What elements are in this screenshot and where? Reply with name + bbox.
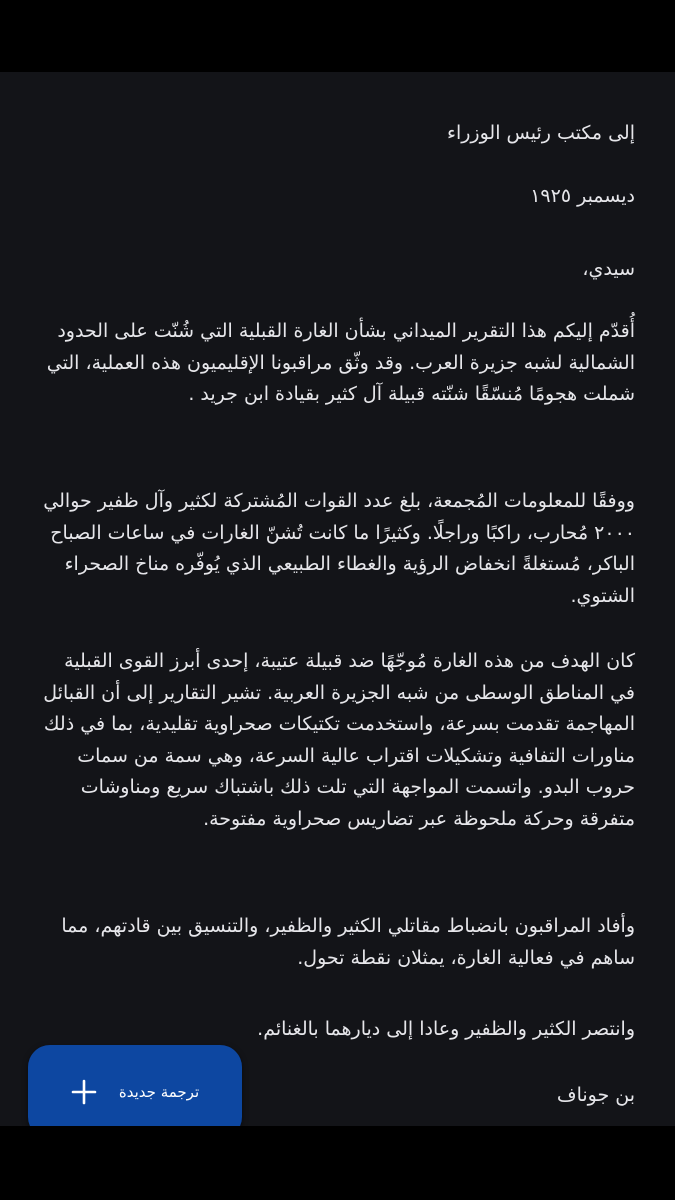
- letter-date: ديسمبر ١٩٢٥: [530, 185, 635, 207]
- letter-recipient: إلى مكتب رئيس الوزراء: [447, 122, 635, 144]
- letter-paragraph-4: وأفاد المراقبون بانضباط مقاتلي الكثير والظفير، والتنسيق بين قادتهم، مما ساهم في فعالية الغارة، يمثلان نقطة تحول.: [55, 915, 635, 969]
- top-bar: [0, 0, 675, 72]
- letter-paragraph-5: وانتصر الكثير والظفير وعادا إلى ديارهما بالغنائم.: [257, 1018, 635, 1040]
- letter-paragraph-1: أُقدّم إليكم هذا التقرير الميداني بشأن الغارة القبلية التي شُنّت على الحدود الشمالية لشبه جزيرة العرب. وقد وثّق مراقبونا الإقليميون هذه العملية، التي شملت هجومًا مُنسّقًا شنّته قبيلة آل كثير بقيادة ابن جريد .: [40, 320, 635, 405]
- new-translation-button[interactable]: [28, 1045, 242, 1139]
- plus-icon: [71, 1079, 97, 1105]
- letter-paragraph-2: ووفقًا للمعلومات المُجمعة، بلغ عدد القوات المُشتركة لكثير وآل ظفير حوالي ٢٠٠٠ مُحارب، راكبًا وراجلًا. وكثيرًا ما كانت تُشنّ الغارات في ساعات الصباح الباكر، مُستغلةً انخفاض الرؤية والغطاء الطبيعي الذي يُوفّره مناخ الصحراء الشتوي.: [37, 490, 635, 607]
- letter-signature: بن جوناف: [556, 1084, 635, 1106]
- new-translation-label: ترجمة جديدة: [118, 1083, 200, 1101]
- letter-salutation: سيدي،: [582, 258, 635, 280]
- letter-paragraph-3: كان الهدف من هذه الغارة مُوجّهًا ضد قبيلة عتيبة، إحدى أبرز القوى القبلية في المناطق الوسطى من شبه الجزيرة العربية. تشير التقارير إلى أن القبائل المهاجمة تقدمت بسرعة، واستخدمت تكتيكات صحراوية تقليدية، بما في ذلك مناورات التفافية وتشكيلات اقتراب عالية السرعة، وهي سمة من سمات حروب البدو. واتسمت المواجهة التي تلت ذلك باشتباك سريع ومناوشات متفرقة وحركة ملحوظة عبر تضاريس صحراوية مفتوحة.: [37, 650, 635, 830]
- bottom-bar: [0, 1126, 675, 1200]
